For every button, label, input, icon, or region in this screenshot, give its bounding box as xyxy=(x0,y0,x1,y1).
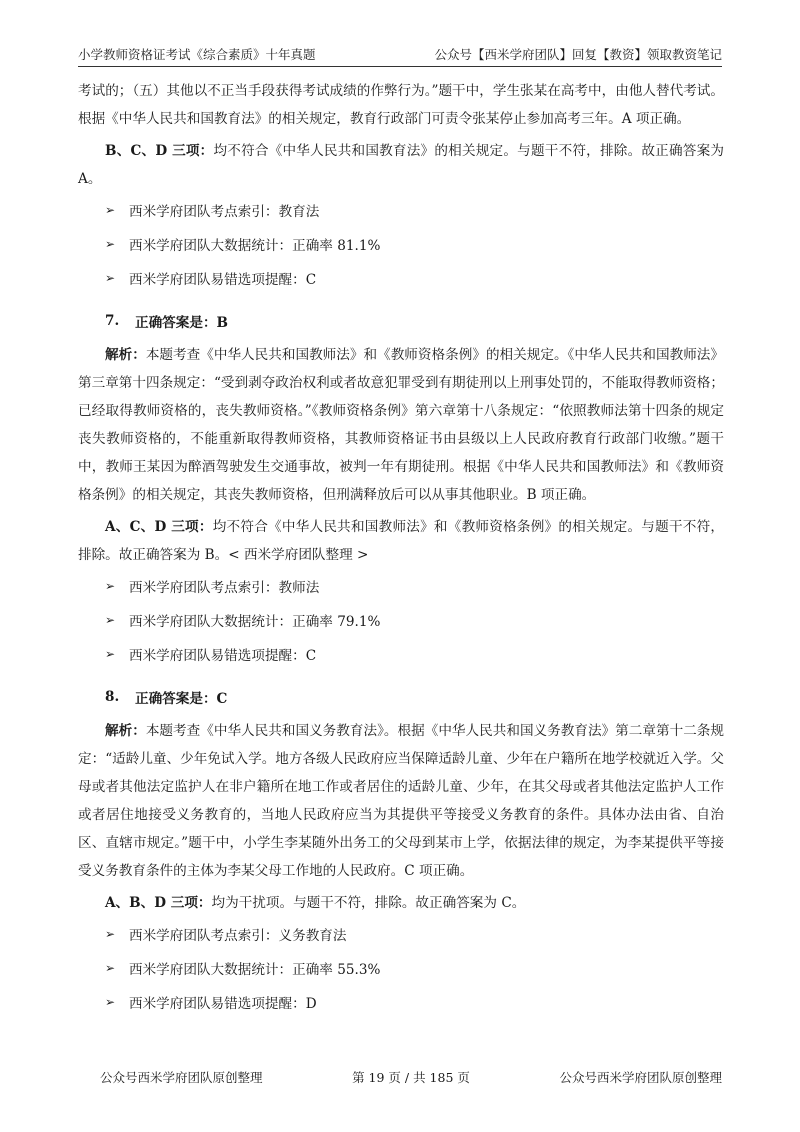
arrow-bullet-icon: ➢ xyxy=(105,613,116,627)
intro-paragraph: 考试的；（五）其他以不正当手段获得考试成绩的作弊行为。”题干中，学生张某在高考中，由他人替代考试。根据《中华人民共和国教育法》的相关规定，教育行政部门可责令张某停止参加高考三年。A 项正确。 xyxy=(78,83,724,127)
intro-other-text: 均不符合《中华人民共和国教育法》的相关规定。与题干不符，排除。故正确答案为A。 xyxy=(78,143,724,187)
intro-bullet-3 xyxy=(78,261,724,295)
footer-left: 公众号西米学府团队原创整理 xyxy=(100,1070,263,1085)
analysis-text: 本题考查《中华人民共和国教师法》和《教师资格条例》的相关规定。《中华人民共和国教师法》第三章第十四条规定：“受到剥夺政治权利或者故意犯罪受到有期徒刑以上刑事处罚的，不能取得教师资格；已经取得教师资格的，丧失教师资格。”《教师资格条例》第六章第十八条规定：“依照教师法第十四条的规定丧失教师资格的，不能重新取得教师资格，其教师资格证书由县级以上人民政府教育行政部门收缴。”题干中，教师王某因为醉酒驾驶发生交通事故，被判一年有期徒刑。根据《中华人民共和国教师法》和《教师资格条例》的相关规定，其丧失教师资格，但刑满释放后可以从事其他职业。B 项正确。 xyxy=(78,347,725,503)
arrow-bullet-icon: ➢ xyxy=(105,237,116,251)
q8-bullet-1 xyxy=(78,917,724,951)
question-8-analysis xyxy=(78,717,724,885)
footer-right: 公众号西米学府团队原创整理 xyxy=(559,1070,722,1085)
q8-bullet-3 xyxy=(78,985,724,1019)
question-7-heading xyxy=(78,301,724,341)
intro-other-label: B、C、D 三项： xyxy=(105,143,214,159)
question-8-heading xyxy=(78,677,724,717)
other-options-text: 均不符合《中华人民共和国教师法》和《教师资格条例》的相关规定。与题干不符，排除。故正确答案为 B。< 西米学府团队整理 > xyxy=(78,519,725,563)
question-8-other-options xyxy=(78,889,724,917)
bullet-text: 西米学府团队大数据统计：正确率 81.1% xyxy=(129,238,381,254)
arrow-bullet-icon: ➢ xyxy=(105,647,116,661)
bullet-text: 西米学府团队大数据统计：正确率 55.3% xyxy=(129,962,381,978)
analysis-label: 解析： xyxy=(105,723,146,739)
arrow-bullet-icon: ➢ xyxy=(105,927,116,941)
bullet-text: 西米学府团队易错选项提醒：D xyxy=(129,996,317,1012)
analysis-label: 解析： xyxy=(105,347,146,363)
q7-bullet-3 xyxy=(78,637,724,671)
other-options-label: A、C、D 三项： xyxy=(105,519,213,535)
header-right-note: 公众号【西米学府团队】回复【教资】领取教资笔记 xyxy=(434,47,722,62)
question-7-analysis xyxy=(78,341,724,509)
intro-bullet-1 xyxy=(78,193,724,227)
bullet-text: 西米学府团队考点索引：义务教育法 xyxy=(129,928,347,944)
header-left-title: 小学教师资格证考试《综合素质》十年真题 xyxy=(78,47,316,62)
arrow-bullet-icon: ➢ xyxy=(105,961,116,975)
intro-bullet-2 xyxy=(78,227,724,261)
intro-other-options xyxy=(78,137,724,193)
footer-page-number: 第 19 页 / 共 185 页 xyxy=(352,1070,470,1085)
arrow-bullet-icon: ➢ xyxy=(105,203,116,217)
bullet-text: 西米学府团队易错选项提醒：C xyxy=(129,272,317,288)
bullet-text: 西米学府团队易错选项提醒：C xyxy=(129,648,317,664)
arrow-bullet-icon: ➢ xyxy=(105,995,116,1009)
page-footer xyxy=(100,1068,722,1086)
question-number: 7. xyxy=(105,313,120,329)
page-header xyxy=(78,41,722,67)
bullet-text: 西米学府团队大数据统计：正确率 79.1% xyxy=(129,614,381,630)
other-options-label: A、B、D 三项： xyxy=(105,895,212,911)
analysis-text: 本题考查《中华人民共和国义务教育法》。根据《中华人民共和国义务教育法》第二章第十二条规定：“适龄儿童、少年免试入学。地方各级人民政府应当保障适龄儿童、少年在户籍所在地学校就近入学。父母或者其他法定监护人在非户籍所在地工作或者居住的适龄儿童、少年，在其父母或者其他法定监护人工作或者居住地接受义务教育的，当地人民政府应当为其提供平等接受义务教育的条件。具体办法由省、自治区、直辖市规定。”题干中，小学生李某随外出务工的父母到某市上学，依据法律的规定，为李某提供平等接受义务教育条件的主体为李某父母工作地的人民政府。C 项正确。 xyxy=(78,723,725,879)
q7-bullet-2 xyxy=(78,603,724,637)
bullet-text: 西米学府团队考点索引：教师法 xyxy=(129,580,320,596)
question-number: 8. xyxy=(105,689,120,705)
arrow-bullet-icon: ➢ xyxy=(105,271,116,285)
page-content xyxy=(78,77,724,1019)
q7-bullet-1 xyxy=(78,569,724,603)
q8-bullet-2 xyxy=(78,951,724,985)
other-options-text: 均为干扰项。与题干不符，排除。故正确答案为 C。 xyxy=(211,895,526,911)
question-7-other-options xyxy=(78,513,724,569)
arrow-bullet-icon: ➢ xyxy=(105,579,116,593)
bullet-text: 西米学府团队考点索引：教育法 xyxy=(129,204,320,220)
question-answer: 正确答案是：B xyxy=(135,315,229,331)
question-answer: 正确答案是：C xyxy=(135,691,228,707)
